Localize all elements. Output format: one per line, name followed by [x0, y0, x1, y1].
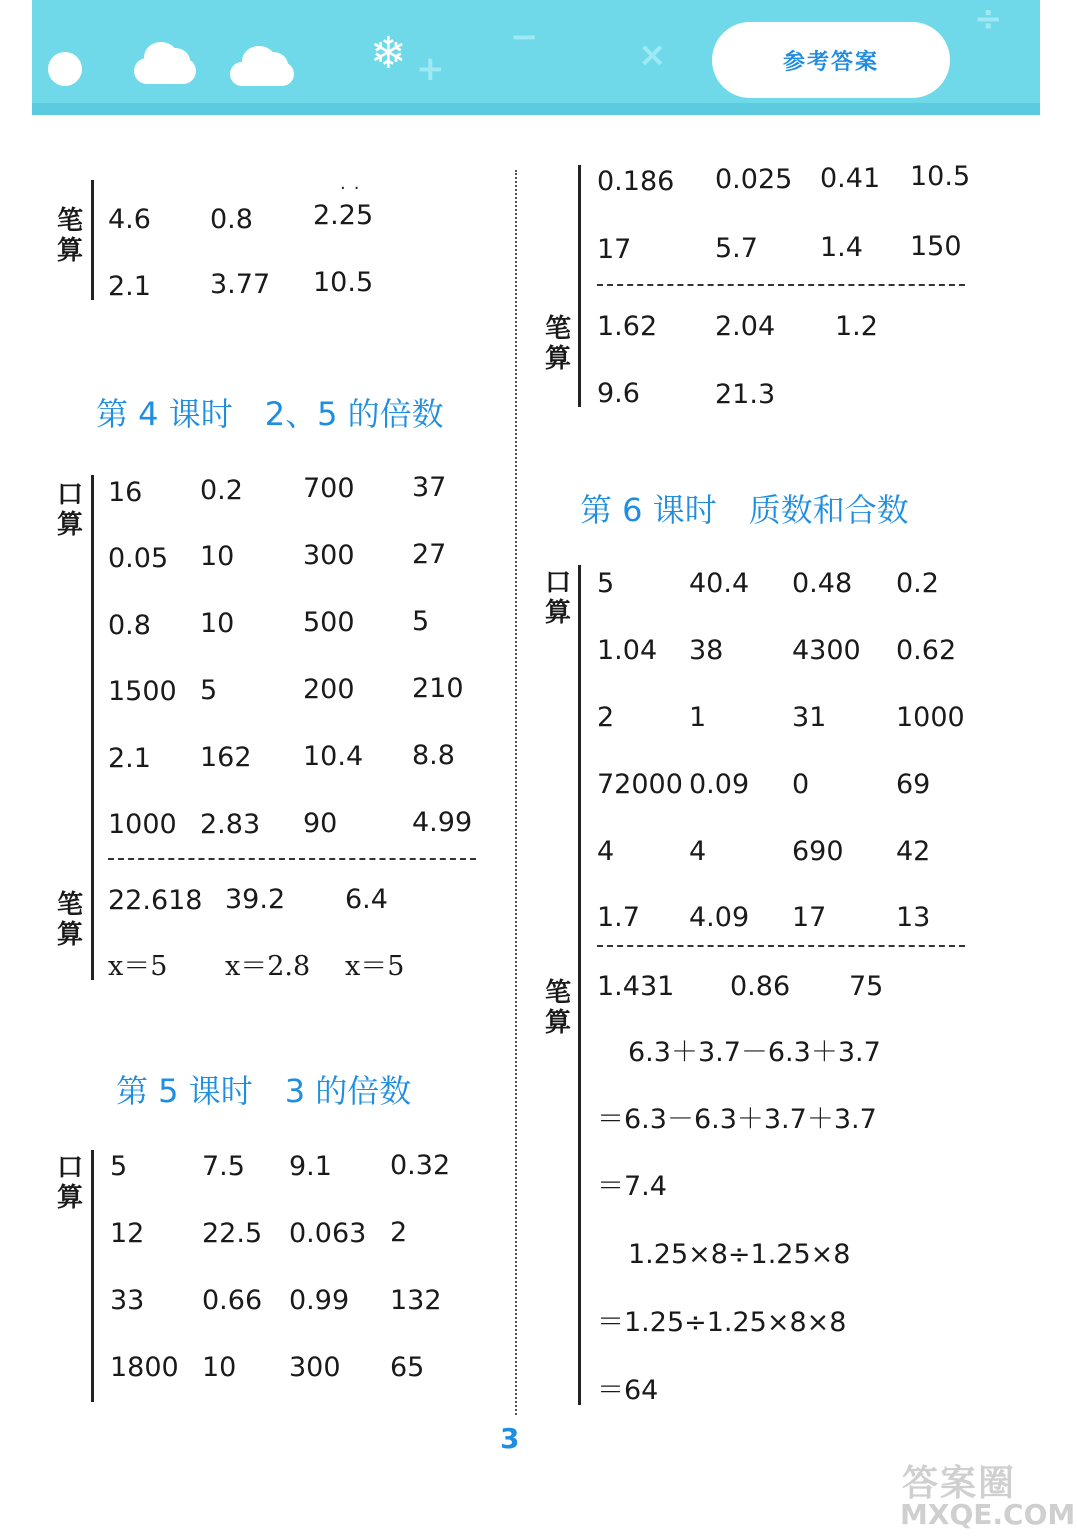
answer-cell: 0.09 [689, 769, 750, 800]
bisuan-label: 笔算 [56, 890, 83, 950]
answer-cell: 31 [792, 702, 827, 733]
repeating-dots: ·· [340, 178, 368, 199]
answer-cell: 5.7 [715, 233, 758, 264]
plus-icon: + [416, 49, 445, 89]
answer-cell: 38 [689, 635, 724, 666]
calc-step: ＝1.25÷1.25×8×8 [597, 1307, 847, 1338]
bracket-line [91, 180, 94, 300]
answer-cell: 162 [200, 742, 252, 773]
bisuan-label: 笔算 [544, 978, 571, 1038]
answer-cell: 5 [597, 568, 615, 599]
lesson-4-title: 第 4 课时 2、5 的倍数 [96, 395, 444, 433]
section-separator [597, 945, 965, 947]
answer-cell: 0 [792, 769, 810, 800]
answer-cell: 1.4 [820, 232, 863, 263]
bracket-line [578, 165, 581, 407]
answer-cell: 69 [896, 769, 931, 800]
answer-cell: 2.04 [715, 311, 776, 342]
watermark-url: MXQE.COM [900, 1498, 1076, 1531]
answer-cell: 2.1 [108, 743, 151, 774]
answer-cell: 1.2 [835, 311, 878, 342]
answer-cell: 0.2 [896, 568, 939, 599]
answer-cell: 2 [390, 1217, 408, 1248]
answer-cell: 5 [110, 1151, 128, 1182]
answer-cell: 132 [390, 1285, 442, 1316]
answer-cell: 4 [689, 836, 707, 867]
answer-cell: 37 [412, 472, 447, 503]
lesson-5-title: 第 5 课时 3 的倍数 [116, 1072, 412, 1110]
answer-cell: 10.5 [313, 267, 374, 298]
divide-icon: ÷ [974, 0, 1003, 39]
kousuan-label: 口算 [56, 480, 83, 540]
answer-cell: 22.618 [108, 885, 203, 916]
answer-cell: 42 [896, 836, 931, 867]
answer-cell: 0.2 [200, 475, 243, 506]
answer-cell: x＝2.8 [225, 951, 311, 982]
answer-cell: 10 [200, 541, 235, 572]
answer-cell: 16 [108, 477, 143, 508]
section-separator [108, 858, 476, 860]
answer-cell: 500 [303, 607, 355, 638]
section-separator [597, 284, 965, 286]
answer-cell: 1.7 [597, 902, 640, 933]
bisuan-label: 笔算 [544, 314, 571, 374]
answer-cell: 39.2 [225, 884, 286, 915]
answer-cell: 0.41 [820, 163, 881, 194]
answer-cell: 0.99 [289, 1285, 350, 1316]
answer-cell: 17 [792, 902, 827, 933]
times-icon: × [638, 35, 667, 75]
answer-cell: 4.99 [412, 807, 473, 838]
answer-cell: 700 [303, 473, 355, 504]
answer-cell: x＝5 [345, 951, 405, 982]
answer-cell: 72000 [597, 769, 683, 800]
bracket-line [91, 475, 94, 980]
answer-cell: 4300 [792, 635, 861, 666]
answer-cell: 22.5 [202, 1218, 263, 1249]
answer-cell: 2 [597, 702, 615, 733]
calc-step: ＝64 [597, 1375, 659, 1406]
answer-cell: 1.431 [597, 971, 675, 1002]
answer-cell: 4.6 [108, 204, 151, 235]
answer-cell: 13 [896, 902, 931, 933]
answer-cell: 9.1 [289, 1151, 332, 1182]
answer-cell: 300 [303, 540, 355, 571]
bracket-line [578, 565, 581, 1405]
page-number: 3 [500, 1422, 520, 1455]
answer-cell: 1.04 [597, 635, 658, 666]
answer-cell: 27 [412, 539, 447, 570]
answer-cell: 10 [202, 1352, 237, 1383]
bracket-line [91, 1150, 94, 1402]
answer-cell: 90 [303, 808, 338, 839]
answer-cell: x＝5 [108, 951, 168, 982]
answer-cell: 0.86 [730, 971, 791, 1002]
answer-cell: 1000 [108, 809, 177, 840]
bisuan-label: 笔算 [56, 206, 83, 266]
answer-cell: 7.5 [202, 1151, 245, 1182]
answer-cell: 10 [200, 608, 235, 639]
answer-cell: 1 [689, 702, 707, 733]
answer-cell: 2.25 [313, 200, 374, 231]
answer-cell: 150 [910, 231, 962, 262]
answer-cell: 9.6 [597, 378, 640, 409]
answer-cell: 21.3 [715, 379, 776, 410]
answer-cell: 0.66 [202, 1285, 263, 1316]
answer-cell: 690 [792, 836, 844, 867]
calc-step: ＝7.4 [597, 1171, 667, 1202]
answer-cell: 17 [597, 234, 632, 265]
answer-cell: 10.5 [910, 161, 971, 192]
answer-cell: 1500 [108, 676, 177, 707]
answer-cell: 65 [390, 1352, 425, 1383]
answer-cell: 10.4 [303, 741, 364, 772]
answer-cell: 210 [412, 673, 464, 704]
header-banner [32, 0, 1040, 115]
banner-shade [32, 103, 1040, 115]
answer-cell: 5 [412, 606, 430, 637]
kousuan-label: 口算 [544, 568, 571, 628]
answer-cell: 200 [303, 674, 355, 705]
column-divider [515, 170, 517, 1415]
answer-cell: 1.62 [597, 311, 658, 342]
answer-cell: 2.1 [108, 271, 151, 302]
answer-cell: 8.8 [412, 740, 455, 771]
answer-cell: 12 [110, 1218, 145, 1249]
answer-cell: 5 [200, 675, 218, 706]
kousuan-label: 口算 [56, 1153, 83, 1213]
calc-step: ＝6.3－6.3＋3.7＋3.7 [597, 1104, 877, 1135]
answer-cell: 0.025 [715, 164, 793, 195]
minus-icon: − [510, 17, 539, 57]
answer-cell: 2.83 [200, 809, 261, 840]
answer-cell: 0.063 [289, 1218, 367, 1249]
answer-cell: 1000 [896, 702, 965, 733]
answer-cell: 0.8 [108, 610, 151, 641]
answer-cell: 0.48 [792, 568, 853, 599]
sun-icon [48, 52, 82, 86]
answer-cell: 0.62 [896, 635, 957, 666]
answer-cell: 300 [289, 1352, 341, 1383]
watermark-logo: 答案圈 [902, 1463, 1017, 1504]
calc-step: 1.25×8÷1.25×8 [628, 1239, 851, 1270]
calc-step: 6.3＋3.7－6.3＋3.7 [628, 1037, 881, 1068]
answer-cell: 33 [110, 1285, 145, 1316]
answer-badge: 参考答案 [712, 22, 950, 98]
answer-cell: 0.186 [597, 166, 675, 197]
answer-cell: 1800 [110, 1352, 179, 1383]
answer-cell: 75 [849, 971, 884, 1002]
answer-cell: 4 [597, 836, 615, 867]
lesson-6-title: 第 6 课时 质数和合数 [580, 491, 909, 529]
answer-cell: 0.05 [108, 543, 169, 574]
answer-cell: 3.77 [210, 269, 271, 300]
answer-cell: 0.32 [390, 1150, 451, 1181]
answer-cell: 0.8 [210, 204, 253, 235]
answer-cell: 6.4 [345, 884, 388, 915]
answer-cell: 40.4 [689, 568, 750, 599]
snowflake-icon: ❄ [370, 28, 407, 79]
answer-cell: 4.09 [689, 902, 750, 933]
